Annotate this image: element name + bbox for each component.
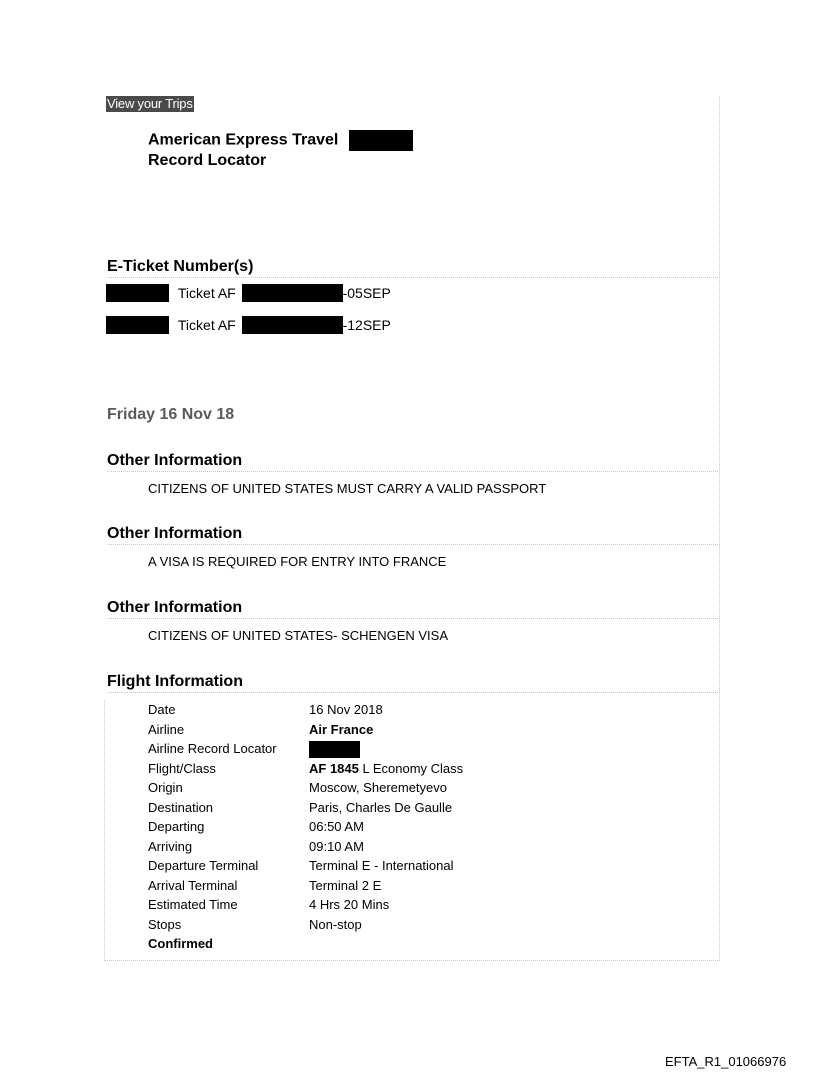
departing-label: Departing: [148, 819, 205, 834]
est-time-value: 4 Hrs 20 Mins: [309, 897, 390, 912]
destination-label: Destination: [148, 799, 214, 815]
cabin-class: L Economy Class: [358, 760, 464, 776]
redacted-airline-locator: [309, 741, 360, 758]
eticket-heading: E-Ticket Number(s): [107, 258, 718, 278]
flight-number: AF 1845: [309, 760, 359, 776]
date-value: 16 Nov 2018: [309, 702, 383, 717]
redacted-ticket-number: [242, 284, 343, 302]
redacted-record-locator: [349, 130, 413, 151]
other-info-heading: Other Information: [107, 525, 718, 545]
redacted-passenger: [106, 284, 169, 302]
ticket-row: [106, 316, 391, 334]
other-info-text: CITIZENS OF UNITED STATES- SCHENGEN VISA: [148, 628, 448, 643]
redacted-passenger: [106, 316, 169, 334]
airline-label: Airline: [148, 721, 185, 737]
other-info-heading: Other Information: [107, 599, 718, 619]
origin-value: Moscow, Sheremetyevo: [309, 780, 448, 795]
day-heading: Friday 16 Nov 18: [107, 406, 235, 423]
stops-value: Non-stop: [309, 916, 362, 932]
other-info-text: A VISA IS REQUIRED FOR ENTRY INTO FRANCE: [148, 554, 447, 569]
dep-terminal-label: Departure Terminal: [148, 858, 259, 873]
date-label: Date: [148, 702, 176, 717]
flight-section-border: [104, 700, 105, 961]
ticket-label: Ticket AF: [177, 285, 236, 301]
stops-label: Stops: [148, 916, 182, 932]
arr-terminal-value: Terminal 2 E: [309, 877, 382, 893]
destination-value: Paris, Charles De Gaulle: [309, 799, 453, 815]
flight-class-value: [309, 759, 463, 779]
other-info-heading: Other Information: [107, 452, 718, 472]
redacted-ticket-number: [242, 316, 343, 334]
arriving-label: Arriving: [148, 838, 193, 854]
amex-record-locator-heading: [148, 130, 413, 170]
arr-terminal-label: Arrival Terminal: [148, 877, 238, 893]
origin-label: Origin: [148, 780, 183, 795]
other-info-text: CITIZENS OF UNITED STATES MUST CARRY A VALID PASSPORT: [148, 481, 547, 496]
document-id: EFTA_R1_01066976: [665, 1054, 787, 1069]
locator-label: Airline Record Locator: [148, 741, 277, 756]
ticket-suffix: -12SEP: [342, 317, 391, 333]
ticket-label: Ticket AF: [177, 317, 236, 333]
arriving-value: 09:10 AM: [309, 838, 364, 854]
flight-class-label: Flight/Class: [148, 760, 216, 776]
est-time-label: Estimated Time: [148, 897, 238, 912]
dep-terminal-value: Terminal E - International: [309, 858, 454, 873]
view-your-trips-link[interactable]: View your Trips: [107, 96, 193, 111]
ticket-suffix: -05SEP: [342, 285, 391, 301]
locator-value: [309, 739, 360, 759]
departing-value: 06:50 AM: [309, 819, 364, 834]
booking-status: Confirmed: [148, 936, 213, 951]
ticket-row: [106, 284, 391, 302]
amex-title-line1: American Express Travel: [148, 131, 339, 149]
flight-info-heading: Flight Information: [107, 673, 718, 693]
airline-value: Air France: [309, 721, 374, 737]
amex-title-line2: Record Locator: [148, 152, 267, 169]
